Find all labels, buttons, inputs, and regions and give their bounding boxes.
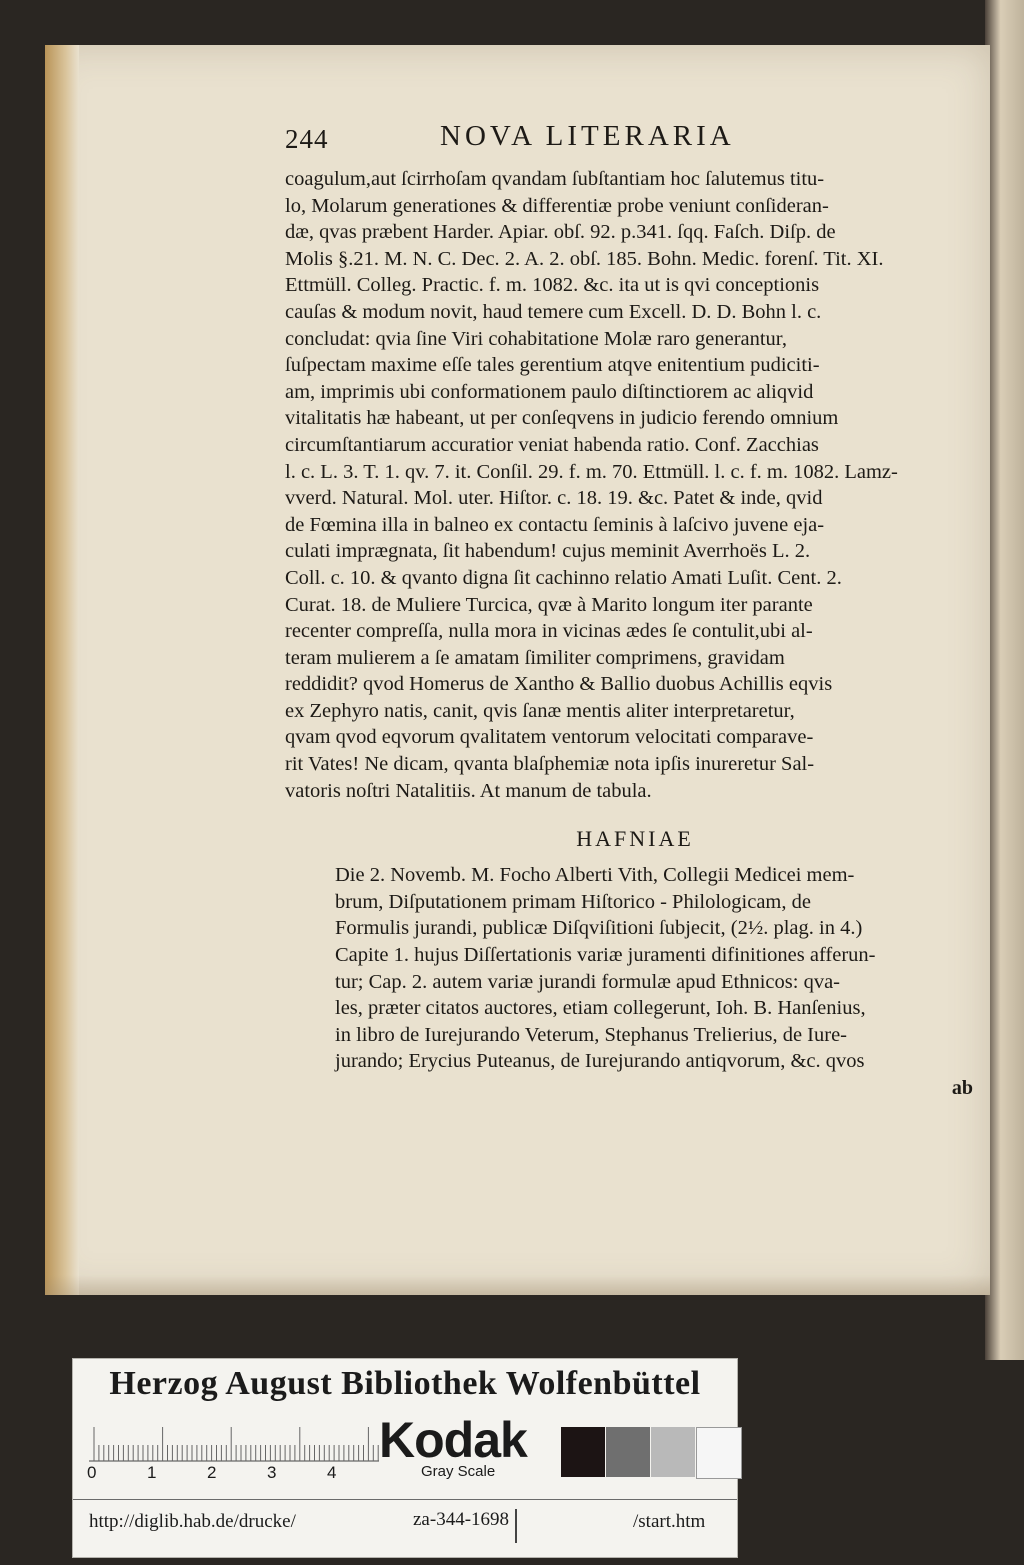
book-page bbox=[45, 45, 990, 1295]
text-line: reddidit? qvod Homerus de Xantho & Ballio duobus Achillis eqvis bbox=[285, 673, 833, 696]
text-line: Coll. c. 10. & qvanto digna ſit cachinno relatio Amati Luſit. Cent. 2. bbox=[285, 566, 842, 589]
page-spine-shadow bbox=[45, 45, 79, 1295]
card-divider bbox=[73, 1499, 737, 1500]
page-number: 244 bbox=[285, 124, 329, 154]
scan-background-edge bbox=[985, 0, 1024, 1360]
section-paragraph bbox=[285, 862, 985, 1075]
scale-label: 4 bbox=[327, 1463, 337, 1482]
gray-patch bbox=[606, 1427, 650, 1477]
text-line: vverd. Natural. Mol. uter. Hiſtor. c. 18. 19. &c. Patet & inde, qvid bbox=[285, 487, 823, 510]
text-line: ex Zephyro natis, canit, qvis ſanæ mentis aliter interpretaretur, bbox=[285, 699, 795, 722]
text-line: concludat: qvia ſine Viri cohabitatione Molæ raro generantur, bbox=[285, 327, 787, 350]
text-line: vitalitatis hæ habeant, ut per conſeqvens in judicio ferendo omnium bbox=[285, 407, 839, 430]
gray-patch bbox=[651, 1427, 695, 1477]
text-line: dæ, qvas præbent Harder. Apiar. obſ. 92. p.341. ſqq. Faſch. Diſp. de bbox=[285, 221, 836, 244]
text-line: recenter compreſſa, nulla mora in vicinas ædes ſe contulit,ubi al- bbox=[285, 620, 813, 643]
text-line: Curat. 18. de Muliere Turcica, qvæ à Marito longum iter parante bbox=[285, 593, 813, 616]
library-name: Herzog August Bibliothek Wolfenbüttel bbox=[109, 1365, 701, 1402]
gray-patch bbox=[696, 1427, 742, 1479]
catchword: ab bbox=[951, 1077, 973, 1099]
text-line: Formulis jurandi, publicæ Diſqviſitioni ſubjecit, (2½. plag. in 4.) bbox=[335, 917, 863, 940]
kodak-logo: Kodak bbox=[379, 1412, 527, 1468]
ruler-labels bbox=[87, 1463, 387, 1487]
text-line: jurando; Erycius Puteanus, de Iurejurando antiqvorum, &c. qvos bbox=[335, 1050, 865, 1073]
text-line: qvam qvod eqvorum qvalitatem ventorum velocitati comparave- bbox=[285, 726, 814, 749]
text-line: in libro de Iurejurando Veterum, Stephanus Trelierius, de Iure- bbox=[335, 1023, 848, 1046]
page-header bbox=[285, 120, 985, 160]
color-target-card bbox=[72, 1358, 738, 1558]
text-line: culati imprægnata, ſit habendum! cujus meminit Averrhoës L. 2. bbox=[285, 540, 811, 563]
text-line: vatoris noſtri Natalitiis. At manum de tabula. bbox=[285, 779, 652, 802]
text-line: coagulum,aut ſcirrhoſam qvandam ſubſtantiam hoc ſalutemus titu- bbox=[285, 168, 825, 190]
ruler-scale bbox=[89, 1421, 379, 1465]
text-line: teram mulierem a ſe amatam ſimiliter comprimens, gravidam bbox=[285, 646, 785, 669]
scale-label: 1 bbox=[147, 1463, 157, 1482]
text-block bbox=[285, 120, 985, 1100]
text-line: tur; Cap. 2. autem variæ jurandi formulæ apud Ethnicos: qva- bbox=[335, 970, 840, 993]
text-line: les, præter citatos auctores, etiam collegerunt, Ioh. B. Hanſenius, bbox=[335, 997, 866, 1020]
url-right: /start.htm bbox=[633, 1511, 706, 1532]
gray-scale-label: Gray Scale bbox=[421, 1463, 496, 1480]
text-line: Ettmüll. Colleg. Practic. f. m. 1082. &c. ita ut is qvi conceptionis bbox=[285, 274, 820, 297]
url-left: http://diglib.hab.de/drucke/ bbox=[89, 1511, 296, 1532]
text-line: Die 2. Novemb. M. Focho Alberti Vith, Collegii Medicei mem- bbox=[335, 864, 855, 887]
gray-patch bbox=[561, 1427, 605, 1477]
page-foot-shadow bbox=[45, 1275, 990, 1295]
text-line: am, imprimis ubi conformationem paulo diſtinctiorem ac aliqvid bbox=[285, 380, 814, 403]
text-line: rit Vates! Ne dicam, qvanta blaſphemiæ nota ipſis inureretur Sal- bbox=[285, 753, 815, 776]
text-line: Capite 1. hujus Diſſertationis variæ juramenti difinitiones afferun- bbox=[335, 944, 876, 967]
text-line: cauſas & modum novit, haud temere cum Excell. D. D. Bohn l. c. bbox=[285, 300, 822, 323]
text-line: circumſtantiarum accuratior veniat habenda ratio. Conf. Zacchias bbox=[285, 433, 819, 456]
section-title: HAFNIAE bbox=[576, 826, 694, 852]
text-line: Molis §.21. M. N. C. Dec. 2. A. 2. obſ. 185. Bohn. Medic. forenſ. Tit. XI. bbox=[285, 247, 884, 270]
scale-label: 0 bbox=[87, 1463, 97, 1482]
body-paragraph bbox=[285, 166, 985, 804]
shelfmark: za-344-1698 bbox=[413, 1509, 517, 1543]
scale-label: 3 bbox=[267, 1463, 277, 1482]
text-line: lo, Molarum generationes & differentiæ probe veniunt conſideran- bbox=[285, 194, 829, 217]
text-line: l. c. L. 3. T. 1. qv. 7. it. Conſil. 29. f. m. 70. Ettmüll. l. c. f. m. 1082. Lamz- bbox=[285, 460, 898, 483]
text-line: brum, Diſputationem primam Hiſtorico - Philologicam, de bbox=[335, 890, 811, 913]
text-line: de Fœmina illa in balneo ex contactu ſeminis à laſcivo juvene eja- bbox=[285, 513, 825, 536]
text-line: ſuſpectam maxime eſſe tales gerentium atqve enitentium pudiciti- bbox=[285, 354, 820, 377]
scale-label: 2 bbox=[207, 1463, 217, 1482]
running-head: NOVA LITERARIA bbox=[440, 120, 735, 152]
